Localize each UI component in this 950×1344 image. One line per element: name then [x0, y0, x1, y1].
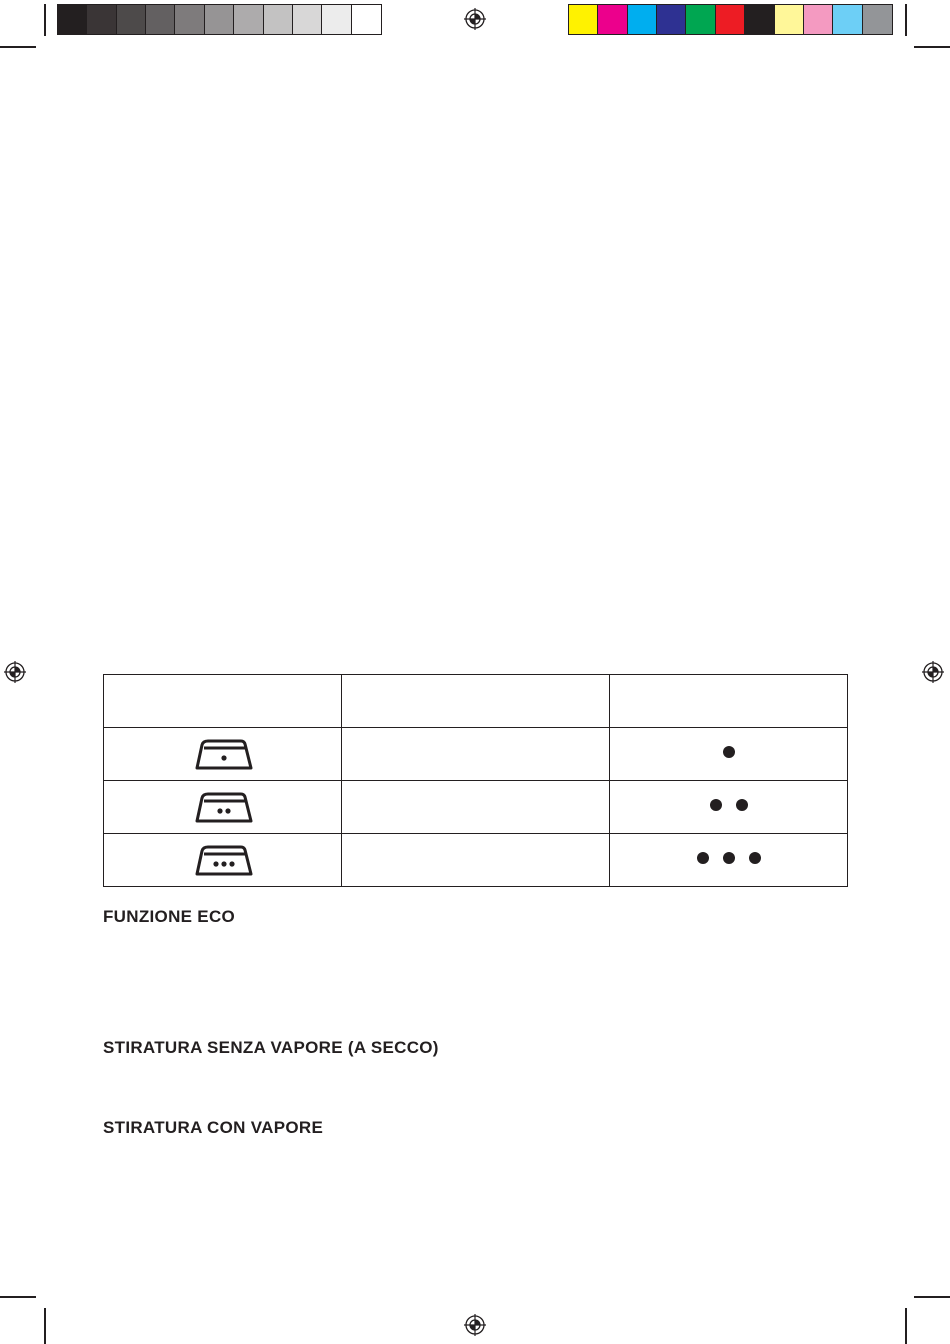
eco-function-heading: FUNZIONE ECO: [103, 907, 236, 926]
steam-ironing-heading: STIRATURA CON VAPORE: [103, 1118, 324, 1137]
fabric-cell: [342, 728, 610, 781]
dry-ironing-heading: STIRATURA SENZA VAPORE (A SECCO): [103, 1038, 439, 1057]
gray-swatch: [234, 5, 263, 34]
color-swatch: [628, 5, 657, 34]
dot-indicator: [723, 746, 735, 758]
iron-one-dot-icon: [192, 731, 254, 773]
gray-swatch: [146, 5, 175, 34]
fabric-cell: [342, 781, 610, 834]
process-color-bar: [568, 4, 893, 35]
color-swatch: [716, 5, 745, 34]
dial-setting-cell: [610, 781, 848, 834]
header-cell-fabric: [342, 675, 610, 728]
fabric-cell: [342, 834, 610, 887]
temperature-settings-table: [103, 674, 848, 887]
crop-mark-bottom-right-v: [905, 1308, 907, 1344]
crop-mark-top-left-h: [0, 46, 36, 48]
gray-swatch: [264, 5, 293, 34]
color-swatch: [686, 5, 715, 34]
gray-swatch: [205, 5, 234, 34]
color-swatch: [657, 5, 686, 34]
color-swatch: [775, 5, 804, 34]
dot-indicator: [697, 852, 761, 864]
crop-mark-bottom-right-h: [914, 1296, 950, 1298]
crop-mark-top-left-v: [44, 4, 46, 36]
registration-mark-icon: [464, 1314, 486, 1336]
color-swatch: [745, 5, 774, 34]
registration-mark-icon: [922, 661, 944, 683]
iron-three-dots-icon: [192, 837, 254, 879]
crop-mark-bottom-left-h: [0, 1296, 36, 1298]
gray-swatch: [352, 5, 381, 34]
gray-swatch: [87, 5, 116, 34]
table-row: [104, 781, 848, 834]
registration-mark-icon: [4, 661, 26, 683]
gray-swatch: [58, 5, 87, 34]
registration-mark-icon: [464, 8, 486, 30]
gray-swatch: [175, 5, 204, 34]
color-swatch: [863, 5, 892, 34]
table-row: [104, 834, 848, 887]
crop-mark-top-right-v: [905, 4, 907, 36]
crop-mark-top-right-h: [914, 46, 950, 48]
color-swatch: [804, 5, 833, 34]
dial-setting-cell: [610, 728, 848, 781]
table-row: [104, 728, 848, 781]
table-header-row: [104, 675, 848, 728]
gray-swatch: [117, 5, 146, 34]
header-cell-symbol: [104, 675, 342, 728]
gray-swatch: [293, 5, 322, 34]
crop-mark-bottom-left-v: [44, 1308, 46, 1344]
dial-setting-cell: [610, 834, 848, 887]
dot-indicator: [710, 799, 748, 811]
color-swatch: [569, 5, 598, 34]
color-swatch: [833, 5, 862, 34]
color-swatch: [598, 5, 627, 34]
grayscale-color-bar: [57, 4, 382, 35]
header-cell-setting: [610, 675, 848, 728]
gray-swatch: [322, 5, 351, 34]
iron-two-dots-icon: [192, 784, 254, 826]
